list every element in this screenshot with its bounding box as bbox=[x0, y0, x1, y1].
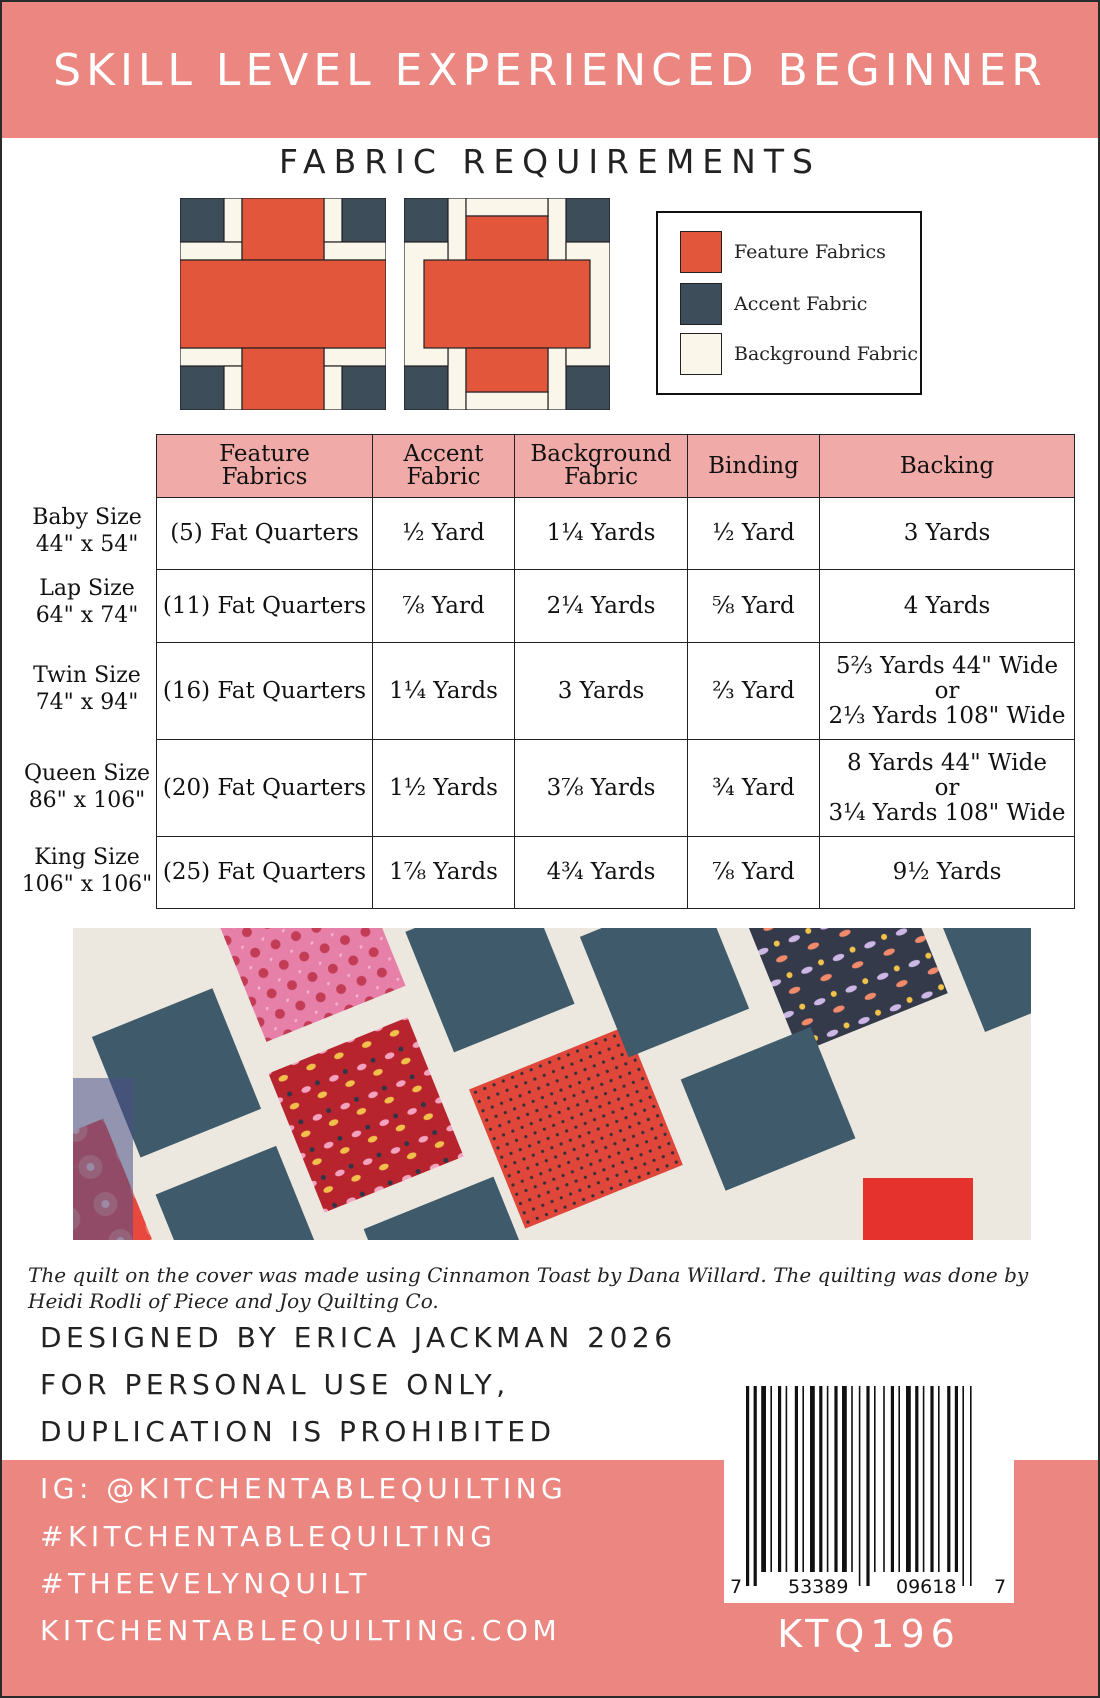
designed-by-text: DESIGNED BY ERICA JACKMAN 2026 bbox=[40, 1321, 677, 1354]
product-code: KTQ196 bbox=[777, 1612, 961, 1656]
block-diagram-b bbox=[404, 198, 610, 410]
photo-caption: The quilt on the cover was made using Cinnamon Toast by Dana Willard. The quilting was done by Heidi Rodli of Piece and Joy Quilting Co. bbox=[28, 1263, 1029, 1313]
legend-item-feature bbox=[680, 231, 886, 273]
barcode-bar bbox=[754, 1386, 757, 1586]
quilt-photo-illustration bbox=[73, 928, 1031, 1240]
barcode-bar bbox=[970, 1386, 972, 1586]
table-cell: 1½ Yards bbox=[373, 740, 515, 837]
barcode-bar bbox=[810, 1386, 815, 1572]
barcode-bar bbox=[923, 1386, 925, 1572]
table-cell: (11) Fat Quarters bbox=[157, 570, 373, 643]
header-binding: Binding bbox=[688, 435, 820, 498]
table-cell: 5⅔ Yards 44" Wide or 2⅓ Yards 108" Wide bbox=[820, 643, 1075, 740]
barcode-bar bbox=[770, 1386, 772, 1572]
table-cell: (20) Fat Quarters bbox=[157, 740, 373, 837]
legend-item-accent bbox=[680, 283, 867, 325]
table-cell: 1⅞ Yards bbox=[373, 837, 515, 909]
size-label-queen: Queen Size 86" x 106" bbox=[23, 761, 151, 813]
table-cell: (5) Fat Quarters bbox=[157, 498, 373, 570]
block-diagram-a bbox=[180, 198, 386, 410]
barcode-bar bbox=[851, 1386, 853, 1572]
barcode-bar bbox=[883, 1386, 885, 1572]
legend-label: Background Fabric bbox=[734, 343, 918, 365]
barcode bbox=[724, 1378, 1014, 1603]
barcode-bar bbox=[866, 1386, 869, 1586]
quilt-photo bbox=[73, 928, 1031, 1240]
barcode-bar bbox=[930, 1386, 933, 1572]
hashtag-kitchen-table-quilting: #KITCHENTABLEQUILTING bbox=[40, 1520, 497, 1553]
legend-label: Accent Fabric bbox=[734, 293, 868, 315]
barcode-bar bbox=[874, 1386, 876, 1572]
barcode-bar bbox=[802, 1386, 804, 1572]
table-row bbox=[157, 837, 1075, 909]
barcode-bar bbox=[947, 1386, 950, 1572]
table-cell: 1¼ Yards bbox=[515, 498, 688, 570]
barcode-check-digit: 7 bbox=[994, 1576, 1007, 1598]
instagram-handle: IG: @KITCHENTABLEQUILTING bbox=[40, 1472, 568, 1505]
table-row bbox=[157, 498, 1075, 570]
table-cell: (25) Fat Quarters bbox=[157, 837, 373, 909]
legend-label: Feature Fabrics bbox=[734, 241, 886, 263]
barcode-bars bbox=[724, 1378, 1014, 1603]
barcode-group-2: 09618 bbox=[896, 1576, 957, 1598]
table-cell: 1¼ Yards bbox=[373, 643, 515, 740]
barcode-bar bbox=[891, 1386, 894, 1572]
skill-level-text: SKILL LEVEL EXPERIENCED BEGINNER bbox=[53, 44, 1047, 96]
header-background-fabric: Background Fabric bbox=[515, 435, 688, 498]
header-backing: Backing bbox=[820, 435, 1075, 498]
personal-use-text: FOR PERSONAL USE ONLY, bbox=[40, 1368, 510, 1401]
table-cell: 4 Yards bbox=[820, 570, 1075, 643]
accent-swatch bbox=[680, 283, 722, 325]
table-cell: 3⅞ Yards bbox=[515, 740, 688, 837]
size-label-lap: Lap Size 64" x 74" bbox=[35, 576, 139, 628]
table-cell: 3 Yards bbox=[820, 498, 1075, 570]
table-cell: (16) Fat Quarters bbox=[157, 643, 373, 740]
fabric-requirements-title: FABRIC REQUIREMENTS bbox=[279, 142, 821, 181]
barcode-bar bbox=[842, 1386, 847, 1572]
barcode-bar bbox=[898, 1386, 900, 1572]
background-swatch bbox=[680, 333, 722, 375]
table-cell: ½ Yard bbox=[688, 498, 820, 570]
duplication-text: DUPLICATION IS PROHIBITED bbox=[40, 1415, 556, 1448]
fabric-requirements-table bbox=[156, 434, 1075, 909]
legend-item-background bbox=[680, 333, 918, 375]
header-feature-fabrics: Feature Fabrics bbox=[157, 435, 373, 498]
table-row bbox=[157, 643, 1075, 740]
table-header-row bbox=[157, 435, 1075, 498]
barcode-bar bbox=[819, 1386, 822, 1572]
barcode-bar bbox=[761, 1386, 766, 1572]
size-label-king: King Size 106" x 106" bbox=[21, 845, 153, 897]
barcode-bar bbox=[786, 1386, 788, 1572]
barcode-bar bbox=[955, 1386, 958, 1572]
feature-swatch bbox=[680, 231, 722, 273]
barcode-bar bbox=[906, 1386, 911, 1572]
table-cell: 8 Yards 44" Wide or 3¼ Yards 108" Wide bbox=[820, 740, 1075, 837]
header-accent-fabric: Accent Fabric bbox=[373, 435, 515, 498]
table-cell: 3 Yards bbox=[515, 643, 688, 740]
barcode-bar bbox=[915, 1386, 918, 1572]
barcode-bar bbox=[778, 1386, 781, 1572]
barcode-bar bbox=[827, 1386, 829, 1572]
size-label-twin: Twin Size 74" x 94" bbox=[33, 663, 141, 715]
barcode-bar bbox=[795, 1386, 798, 1572]
table-cell: ¾ Yard bbox=[688, 740, 820, 837]
table-cell: 2¼ Yards bbox=[515, 570, 688, 643]
skill-level-banner bbox=[2, 2, 1098, 138]
table-cell: ⅝ Yard bbox=[688, 570, 820, 643]
table-cell: 9½ Yards bbox=[820, 837, 1075, 909]
table-cell: ½ Yard bbox=[373, 498, 515, 570]
table-cell: 4¾ Yards bbox=[515, 837, 688, 909]
table-cell: ⅞ Yard bbox=[373, 570, 515, 643]
barcode-bar bbox=[746, 1386, 749, 1586]
table-cell: ⅔ Yard bbox=[688, 643, 820, 740]
table-row bbox=[157, 740, 1075, 837]
size-label-baby: Baby Size 44" x 54" bbox=[32, 505, 142, 557]
barcode-bar bbox=[859, 1386, 861, 1586]
barcode-bar bbox=[938, 1386, 940, 1572]
barcode-group-1: 53389 bbox=[788, 1576, 849, 1598]
barcode-lead-digit: 7 bbox=[730, 1576, 743, 1598]
hashtag-evelyn-quilt: #THEEVELYNQUILT bbox=[40, 1567, 371, 1600]
website-url: KITCHENTABLEQUILTING.COM bbox=[40, 1614, 562, 1647]
fabric-legend bbox=[656, 211, 922, 395]
table-row bbox=[157, 570, 1075, 643]
table-cell: ⅞ Yard bbox=[688, 837, 820, 909]
barcode-bar bbox=[834, 1386, 837, 1572]
barcode-bar bbox=[962, 1386, 964, 1586]
